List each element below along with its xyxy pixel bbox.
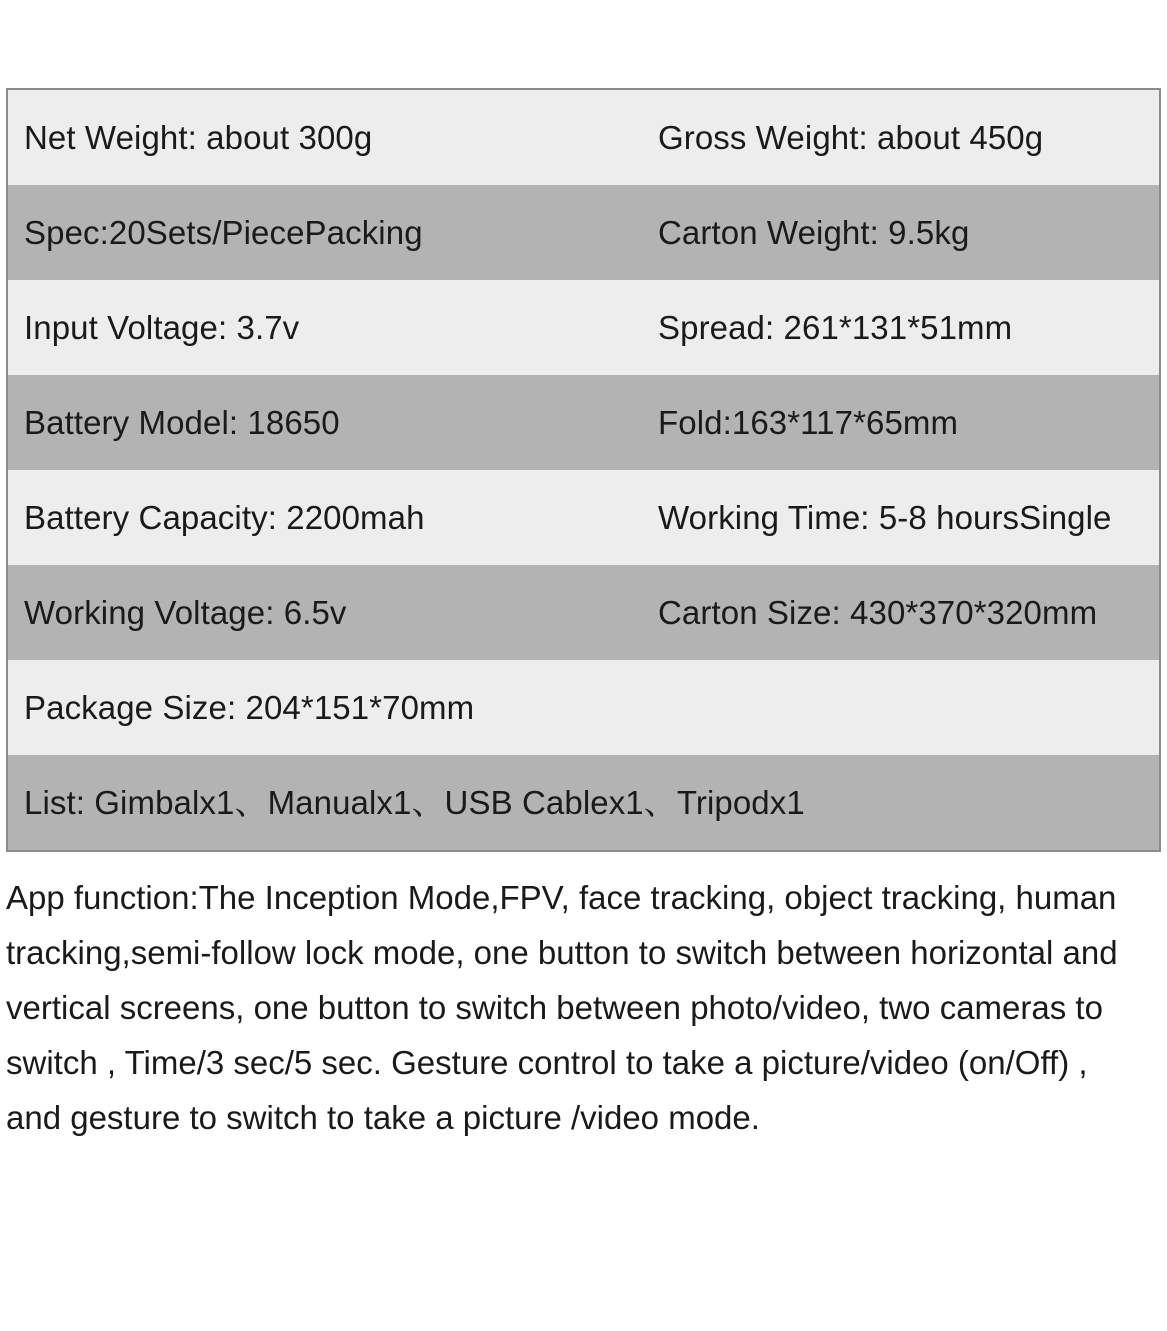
spec-input-voltage: Input Voltage: 3.7v <box>24 308 300 346</box>
spec-battery-capacity: Battery Capacity: 2200mah <box>24 498 425 536</box>
app-function-description: App function:The Inception Mode,FPV, face tracking, object tracking, human tracking,semi-follow lock mode, one button to switch between horizontal and vertical screens, one button to switch between photo/video, two cameras to switch , Time/3 sec/5 sec. Gesture control to take a picture/video (on/Off) , and gesture to switch to take a picture /video mode. <box>6 879 1118 1136</box>
spec-package-size: Package Size: 204*151*70mm <box>24 688 475 726</box>
spec-spread-size: Spread: 261*131*51mm <box>658 308 1013 346</box>
table-row <box>8 375 1159 470</box>
spec-carton-weight: Carton Weight: 9.5kg <box>658 213 970 251</box>
spec-packing-list: List: Gimbalx1、Manualx1、USB Cablex1、Tripodx1 <box>24 783 805 821</box>
spec-working-time: Working Time: 5-8 hoursSingle <box>658 498 1112 536</box>
table-row <box>8 755 1159 850</box>
table-row <box>8 90 1159 185</box>
table-row <box>8 280 1159 375</box>
spec-gross-weight: Gross Weight: about 450g <box>658 118 1044 156</box>
spec-packing-spec: Spec:20Sets/PiecePacking <box>24 213 423 251</box>
table-row <box>8 185 1159 280</box>
table-row <box>8 660 1159 755</box>
table-row <box>8 565 1159 660</box>
spec-net-weight: Net Weight: about 300g <box>24 118 373 156</box>
spec-fold-size: Fold:163*117*65mm <box>658 403 959 441</box>
spec-working-voltage: Working Voltage: 6.5v <box>24 593 347 631</box>
spec-carton-size: Carton Size: 430*370*320mm <box>658 593 1098 631</box>
spec-battery-model: Battery Model: 18650 <box>24 403 340 441</box>
specifications-table <box>6 88 1161 852</box>
table-row <box>8 470 1159 565</box>
